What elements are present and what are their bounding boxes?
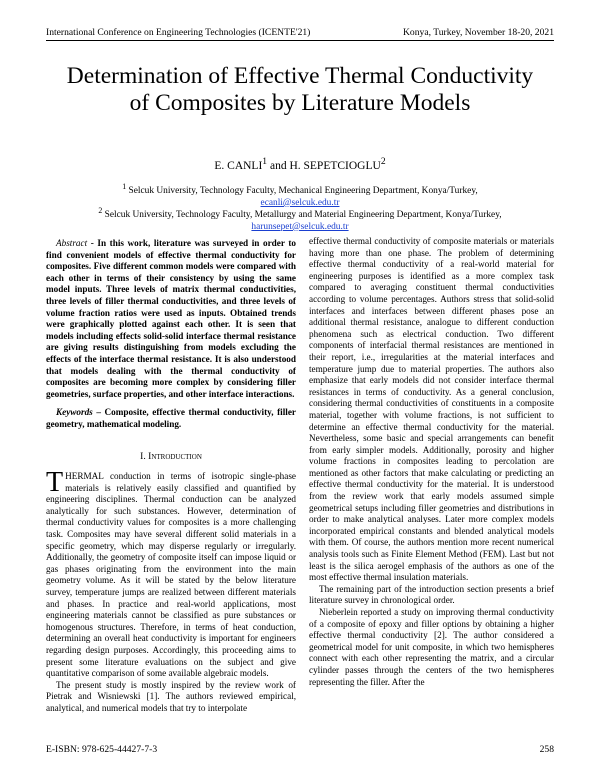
abstract-text: - In this work, literature was surveyed in order to find convenient models of effective thermal conductivity for composites. Five different common models were compared with each other in terms of their consistency by using the same model inputs. Three levels of matrix thermal conductivities, three levels of filler thermal conductivities, and three levels of volume fraction ratios were used as inputs. Obtained trends were graphically plotted against each other. It is seen that models including effects solid-solid interface thermal resistance are giving results distinguishing from models excluding the effects of the interface thermal resistance. It is also understood that models dealing with the thermal conductivity of composites are becoming more complex by considering filler geometries, surface properties, and other interface interactions.: [46, 238, 296, 399]
author-1: E. CANLI: [214, 159, 263, 172]
page-footer: [46, 744, 554, 755]
affiliation-1-text: Selcuk University, Technology Faculty, Mechanical Engineering Department, Konya/Turkey,: [126, 186, 478, 197]
intro-paragraph-2: The present study is mostly inspired by the review work of Pietrak and Wisniewski [1]. The authors reviewed empirical, analytical, and numerical models that try to interpolate: [46, 679, 296, 713]
left-column: [46, 238, 296, 715]
keywords-text: – Composite, effective thermal conductivity, filler geometry, mathematical modeling.: [46, 407, 296, 429]
right-column: [309, 236, 554, 688]
right-paragraph-3: Nieberlein reported a study on improving thermal conductivity of a composite of epoxy and filler options by obtaining a higher effective thermal conductivity [2]. The author considered a geometrical model for unit composite, in which two hemispheres connect with each other representing the matrix, and a circular cylinder passes through the centers of the two hemispheres representing the filler. After the: [309, 607, 554, 687]
right-paragraph-1: effective thermal conductivity of composite materials or materials having more than one phase. The problem of determining effective thermal conductivity of a real-world material for engineering purposes is identified as a more complex task compared to averaging constituent thermal conductivities according to volume percentages. Authors stress that solid-solid interfaces and interfaces between different phases pose an additional thermal resistance, analogue to different conduction phenomena such as electrical conduction. Two different components of interfacial thermal resistances are mentioned in their report, i.e., irregularities at the material interfaces and temperature jump due to material properties. The authors also emphasize that early models did not consider interface thermal resistances in terms of conductivity. As a general conclusion, considering thermal conductivities of constituents in a composite material, together with volume fractions, is not sufficient to determine an effective thermal conductivity for the material. Nevertheless, some basic and special arrangements can benefit from early simpler models. Additionally, porosity and higher volume fractions in composites leading to percolation are mentioned as other factors that make calculating or predicting an effective thermal conductivity for the material. It is understood from the review work that early models assumed simple geometrical setups including filler geometries and distributions in order to make analytical analyses. Later more complex models incorporated empirical constants and blended analytical models with them. Of course, the authors mention more recent numerical analysis tools such as Finite Element Method (FEM). Last but not least is the silica aerogel emphasis of the authors as one of the most effective thermal insulation materials.: [309, 236, 554, 583]
affiliation-2-email[interactable]: harunsepet@selcuk.edu.tr: [251, 221, 349, 232]
affiliation-1-email[interactable]: ecanli@selcuk.edu.tr: [260, 197, 340, 208]
intro-paragraph-1-text: HERMAL conduction in terms of isotropic single-phase materials is relatively easily classified and quantified by engineering disciplines. Thermal conduction can be analyzed analytically for such substances. However, determination of thermal conductivity values for composites is a more challenging task. Composites may have several different solid materials in a specific geometry, which may disperse regularly or irregularly. Additionally, the geometry of composite itself can impose liquid or gas phases originating from the environment into the main geometry volume. As it will be stated by the below literature survey, temperature jumps are realized between different materials and phases. In practice and real-world applications, most engineering materials cannot be classified as pure substances or homogenous structures. Therefore, in terms of heat conduction, determining an overall heat conductivity is important for engineers regarding design purposes. Accordingly, this proceeding aims to present some literature evaluations on the subject and give quantitative comparison of some available algebraic models.: [46, 471, 296, 679]
section-number: I.: [140, 450, 146, 462]
location-date: Konya, Turkey, November 18-20, 2021: [403, 27, 554, 38]
affiliation-2: [0, 205, 600, 233]
abstract-label: Abstract: [56, 238, 88, 248]
page-number: 258: [539, 744, 554, 755]
author-2-sup: 2: [380, 156, 386, 167]
author-2: H. SEPETCIOGLU: [289, 159, 381, 172]
affiliation-2-sup: 2: [98, 206, 103, 215]
keywords-label: Keywords: [56, 407, 93, 418]
affiliation-2-text: Selcuk University, Technology Faculty, Metallurgy and Material Engineering Department, Konya/Turkey,: [102, 210, 502, 221]
conference-name: International Conference on Engineering Technologies (ICENTE'21): [46, 27, 311, 38]
abstract: [46, 238, 296, 400]
drop-cap: T: [46, 467, 64, 499]
right-paragraph-2: The remaining part of the introduction section presents a brief literature survey in chronological order.: [309, 583, 554, 606]
author-conjunction: and: [267, 159, 290, 172]
isbn: E-ISBN: 978-625-44427-7-3: [46, 744, 158, 755]
section-heading: [46, 451, 296, 463]
keywords: [46, 407, 296, 430]
header-rule: [46, 40, 554, 41]
paper-title: Determination of Effective Thermal Conductivity of Composites by Literature Models: [66, 63, 534, 116]
running-header: [46, 27, 554, 38]
author-1-sup: 1: [262, 156, 268, 167]
intro-paragraph-1: [46, 467, 296, 680]
section-title: Introduction: [148, 450, 202, 462]
affiliation-1-sup: 1: [122, 182, 127, 191]
author-line: [0, 156, 600, 172]
